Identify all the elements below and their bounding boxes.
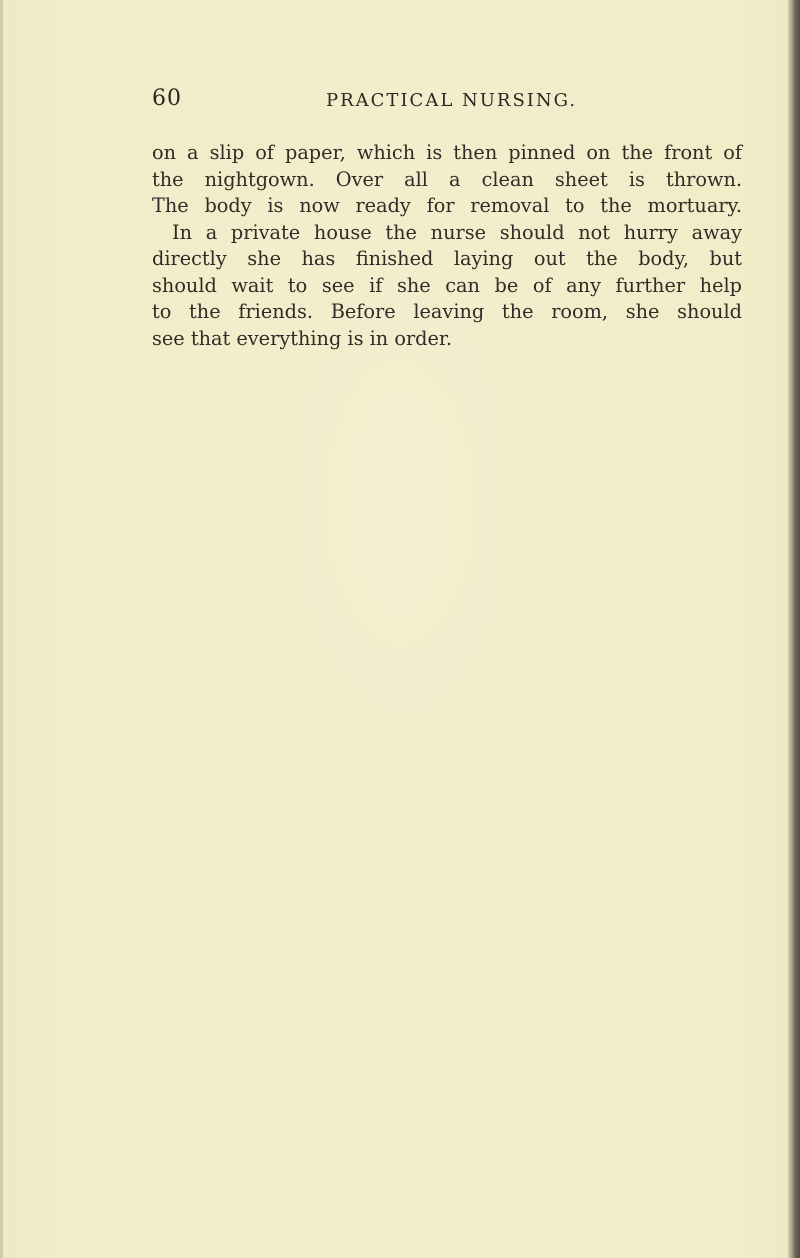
text-line: to the friends. Before leaving the room, she should <box>152 300 742 323</box>
text-line: directly she has finished laying out the body, but <box>152 247 742 270</box>
page-binding-edge <box>788 0 800 1258</box>
page-header <box>152 86 742 116</box>
text-line: In a private house the nurse should not hurry away <box>172 220 742 244</box>
text-line: on a slip of paper, which is then pinned on the front of <box>152 141 742 164</box>
page-number: 60 <box>152 86 182 111</box>
body-text <box>152 140 742 352</box>
page-left-edge <box>0 0 3 1258</box>
running-head: PRACTICAL NURSING. <box>326 90 578 111</box>
text-line: should wait to see if she can be of any further help <box>152 273 742 297</box>
text-line: see that everything is in order. <box>152 326 453 350</box>
text-line: The body is now ready for removal to the mortuary. <box>152 194 742 217</box>
text-line: the nightgown. Over all a clean sheet is thrown. <box>152 167 742 191</box>
